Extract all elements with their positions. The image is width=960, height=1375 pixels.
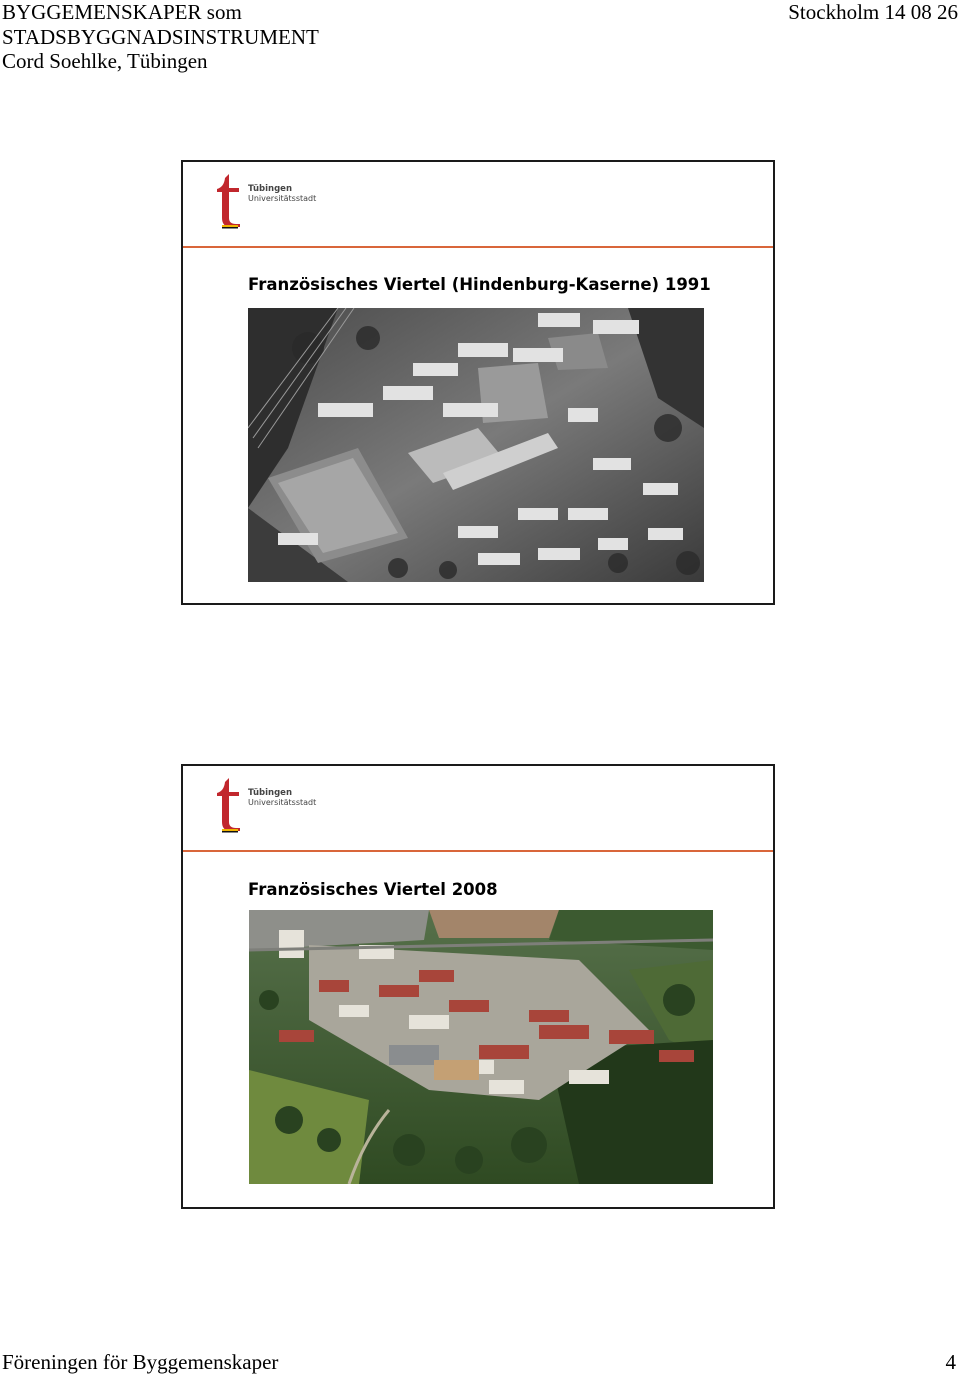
logo-subtitle: Universitätsstadt (248, 194, 317, 203)
slide-1 (181, 160, 775, 605)
page-number: 4 (945, 1350, 956, 1374)
header-author: Cord Soehlke, Tübingen (2, 49, 208, 73)
header-date: Stockholm 14 08 26 (788, 0, 958, 24)
footer-organization: Föreningen för Byggemenskaper (2, 1350, 279, 1374)
slide-divider (183, 246, 773, 248)
logo-text (248, 788, 316, 808)
header-title-line2: STADSBYGGNADSINSTRUMENT (2, 24, 319, 49)
aerial-photo-1991 (248, 308, 704, 582)
tuebingen-t-icon (213, 778, 243, 834)
tuebingen-t-icon (213, 174, 243, 230)
aerial-photo-2008 (249, 910, 713, 1184)
logo-subtitle: Universitätsstadt (248, 798, 317, 807)
slide-2 (181, 764, 775, 1209)
slide-divider (183, 850, 773, 852)
logo-text (248, 184, 316, 204)
slide-title: Französisches Viertel 2008 (248, 880, 498, 899)
header-title-line1: BYGGEMENSKAPER som (2, 0, 242, 24)
slide-title: Französisches Viertel (Hindenburg-Kaserne) 1991 (248, 275, 711, 294)
tuebingen-logo (213, 778, 323, 834)
tuebingen-logo (213, 174, 323, 230)
page-header (2, 0, 319, 74)
logo-name: Tübingen (248, 184, 292, 194)
logo-name: Tübingen (248, 788, 292, 798)
